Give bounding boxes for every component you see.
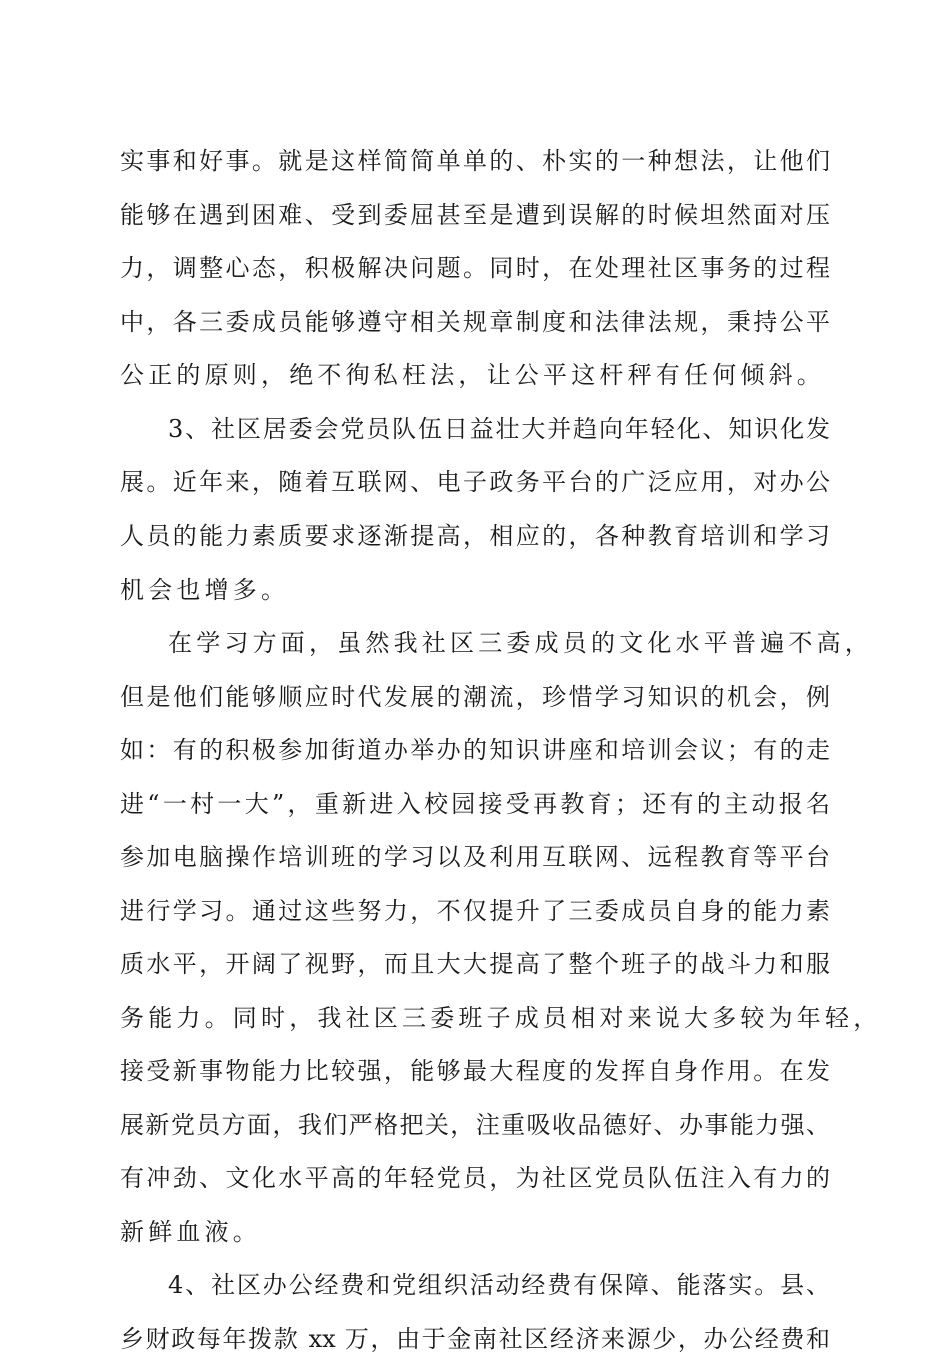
text-line: 有冲劲、文化水平高的年轻党员，为社区党员队伍注入有力的 — [120, 1164, 830, 1192]
text-line: 但是他们能够顺应时代发展的潮流，珍惜学习知识的机会，例 — [120, 683, 830, 711]
text-line: 机会也增多。 — [120, 576, 290, 604]
text-line: 质水平，开阔了视野，而且大大提高了整个班子的战斗力和服 — [120, 950, 830, 978]
paragraph-first-line: 在学习方面，虽然我社区三委成员的文化水平普遍不高， — [168, 629, 873, 657]
text-line: 力，调整心态，积极解决问题。同时，在处理社区事务的过程 — [120, 254, 830, 282]
text-line: 中，各三委成员能够遵守相关规章制度和法律法规，秉持公平 — [120, 308, 830, 336]
text-line: 接受新事物能力比较强，能够最大程度的发挥自身作用。在发 — [120, 1057, 830, 1085]
text-line: 新鲜血液。 — [120, 1218, 261, 1246]
paragraph-first-line: 4、社区办公经费和党组织活动经费有保障、能落实。县、 — [168, 1271, 830, 1299]
text-line: 进“一村一大”，重新进入校园接受再教育；还有的主动报名 — [120, 790, 830, 818]
text-line: 乡财政每年拨款 xx 万，由于金南社区经济来源少，办公经费和 — [120, 1325, 830, 1353]
paragraph-first-line: 3、社区居委会党员队伍日益壮大并趋向年轻化、知识化发 — [168, 415, 830, 443]
text-line: 务能力。同时，我社区三委班子成员相对来说大多较为年轻， — [120, 1004, 882, 1032]
text-line: 实事和好事。就是这样简简单单的、朴实的一种想法，让他们 — [120, 147, 830, 175]
text-line: 参加电脑操作培训班的学习以及利用互联网、远程教育等平台 — [120, 843, 830, 871]
text-line: 展。近年来，随着互联网、电子政务平台的广泛应用，对办公 — [120, 468, 830, 496]
text-line: 展新党员方面，我们严格把关，注重吸收品德好、办事能力强、 — [120, 1111, 830, 1139]
text-line: 能够在遇到困难、受到委屈甚至是遭到误解的时候坦然面对压 — [120, 201, 830, 229]
text-line: 如：有的积极参加街道办举办的知识讲座和培训会议；有的走 — [120, 736, 830, 764]
text-line: 公正的原则，绝不徇私枉法，让公平这杆秤有任何倾斜。 — [120, 361, 825, 389]
text-line: 进行学习。通过这些努力，不仅提升了三委成员自身的能力素 — [120, 897, 830, 925]
text-line: 人员的能力素质要求逐渐提高，相应的，各种教育培训和学习 — [120, 522, 830, 550]
